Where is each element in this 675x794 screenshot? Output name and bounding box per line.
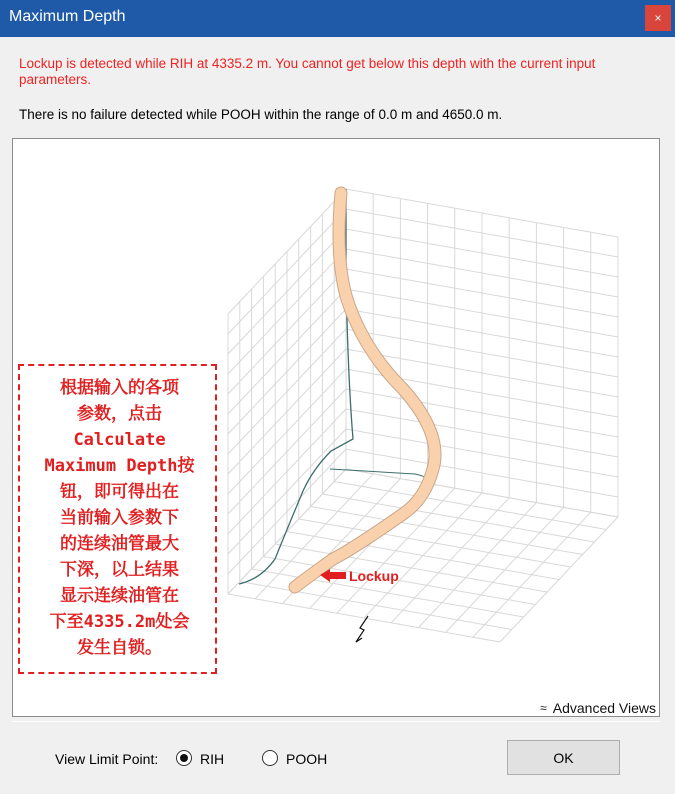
pooh-radio-label[interactable]: POOH (286, 751, 328, 767)
double-chevron-up-icon: ≈ (540, 701, 547, 715)
rih-radio-label[interactable]: RIH (200, 751, 225, 767)
ok-button[interactable] (507, 740, 620, 775)
view-limit-label: View Limit Point: (55, 751, 159, 767)
resize-grip-icon[interactable] (663, 782, 671, 790)
radio-selected-dot (180, 754, 188, 762)
annotation-callout (18, 364, 217, 674)
rih-radio[interactable] (176, 750, 192, 766)
axis-orientation-icon (356, 616, 368, 642)
wellbore-trajectory-trace-2 (330, 469, 433, 483)
pooh-info-message: There is no failure detected while POOH within the range of 0.0 m and 4650.0 m. (19, 107, 503, 122)
advanced-views-label: Advanced Views (552, 700, 656, 716)
ok-button-label: OK (553, 749, 574, 766)
3d-view-panel[interactable] (12, 138, 660, 717)
pooh-radio[interactable] (262, 750, 278, 766)
title-bar (0, 0, 675, 37)
close-button[interactable] (645, 5, 671, 31)
annotation-text: 根据输入的各项 参数，点击 Calculate Maximum Depth按 钮，即可得出在 当前输入参数下 的连续油管最大 下深，以上结果 显示连续油管在 下至4335.2m处会 发生自锁。 (44, 378, 195, 658)
lockup-error-message: Lockup is detected while RIH at 4335.2 m. You cannot get below this depth with the current input parameters. (19, 56, 596, 87)
window-title: Maximum Depth (9, 8, 126, 25)
panel-bottom-separator (12, 716, 660, 722)
close-icon: × (654, 11, 662, 25)
lockup-label: Lockup (349, 568, 399, 584)
advanced-views-toggle[interactable] (540, 700, 656, 716)
